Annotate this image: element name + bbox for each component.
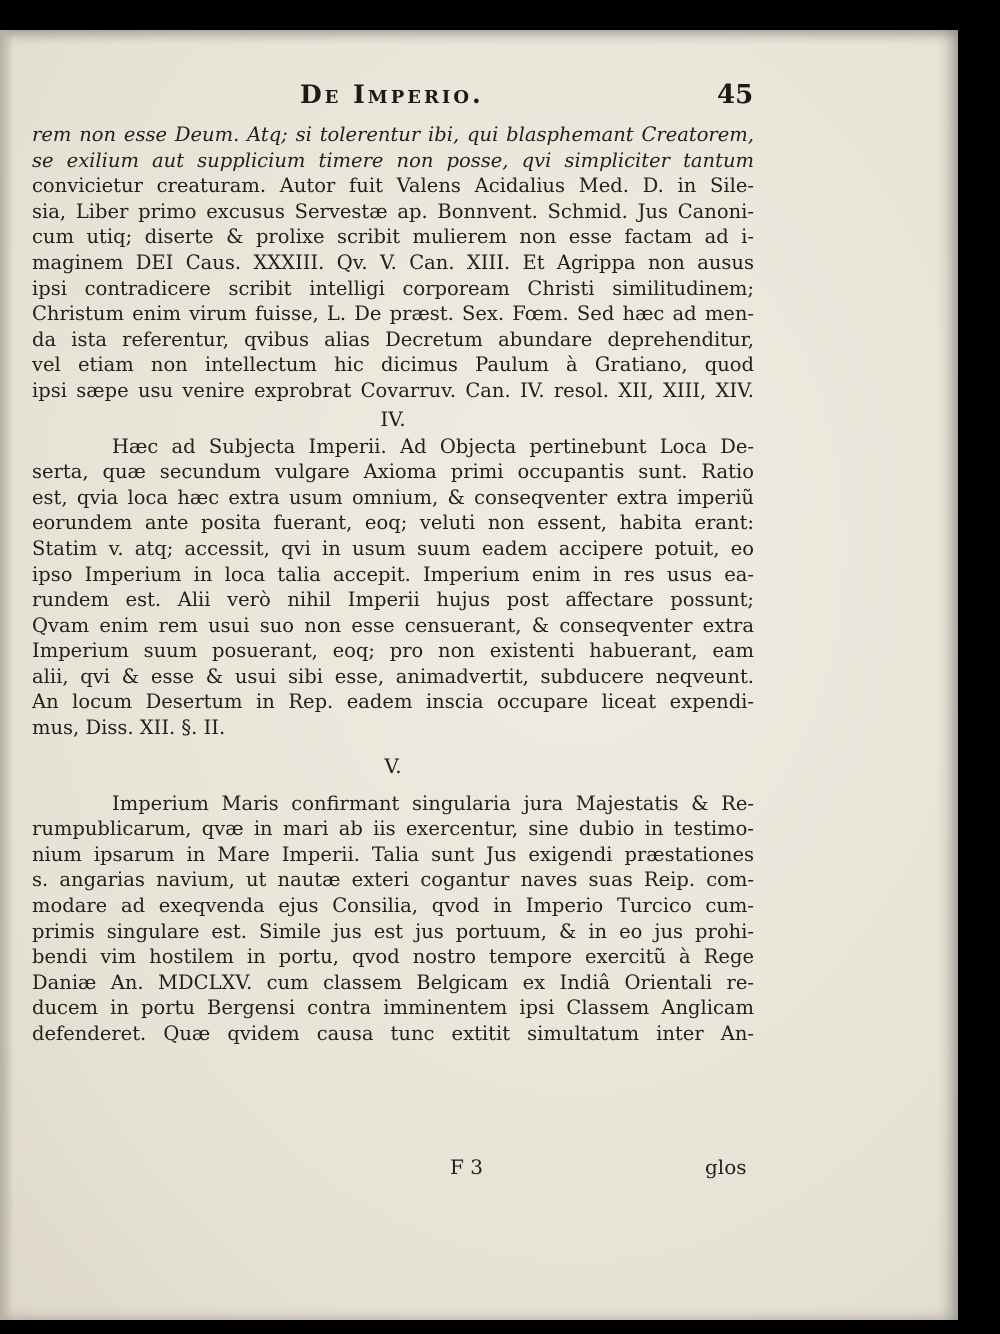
page-header: [0, 80, 958, 120]
text-line: defenderet. Quæ qvidem causa tunc extitit simultatum inter An-: [32, 1022, 754, 1045]
text-line: An locum Desertum in Rep. eadem inscia occupare liceat expendi-: [32, 690, 754, 714]
section-5: [32, 791, 754, 1047]
catchword: glos: [705, 1155, 747, 1179]
text-line: serta, quæ secundum vulgare Axioma primi occupantis sunt. Ratio: [32, 460, 754, 484]
signature-mark: F 3: [450, 1155, 483, 1179]
text-line: cum utiq; diserte & prolixe scribit mulierem non esse factam ad i-: [32, 225, 754, 249]
text-line: primis singulare est. Simile jus est jus portuum, & in eo jus prohi-: [32, 919, 754, 943]
section-heading-iv: IV.: [380, 406, 406, 431]
text-line: mus, Diss. XII. §. II.: [32, 716, 226, 740]
text-line: maginem DEI Caus. XXXIII. Qv. V. Can. XIII. Et Agrippa non ausus: [32, 250, 754, 274]
text-line: ipso Imperium in loca talia accepit. Imperium enim in res usus ea-: [32, 562, 754, 586]
text-line: s. angarias navium, ut nautæ exteri cogantur naves suas Reip. com-: [32, 868, 754, 892]
text-line: Christum enim virum fuisse, L. De præst. Sex. Fœm. Sed hæc ad men-: [32, 302, 754, 326]
running-title: De Imperio.: [300, 80, 484, 109]
text-line: sia, Liber primo excusus Servestæ ap. Bonnvent. Schmid. Jus Canoni-: [32, 199, 754, 223]
page-spine-shadow: [0, 30, 14, 1320]
text-line: ducem in portu Bergensi contra imminentem ipsi Classem Anglicam: [32, 996, 754, 1020]
text-line: Imperium Maris confirmant singularia jura Majestatis & Re-: [112, 791, 754, 815]
text-line: da ista referentur, qvibus alias Decretum abundare deprehenditur,: [32, 327, 754, 351]
text-line: rumpublicarum, qvæ in mari ab iis exercentur, sine dubio in testimo-: [32, 817, 754, 841]
page-number: 45: [717, 80, 754, 110]
section-4: [32, 434, 754, 741]
text-line: Imperium suum posuerant, eoq; pro non existenti habuerant, eam: [32, 639, 754, 663]
text-line: est, qvia loca hæc extra usum omnium, & conseqventer extra imperiũ: [32, 485, 754, 509]
spacer: [32, 741, 754, 751]
text-line: rem non esse Deum. Atq; si tolerentur ibi, qui blasphemant Creatorem,: [32, 123, 754, 146]
book-page: [0, 30, 958, 1320]
text-line: Hæc ad Subjecta Imperii. Ad Objecta pertinebunt Loca De-: [112, 434, 754, 458]
section-3-continuation: [32, 122, 754, 404]
text-line: Daniæ An. MDCLXV. cum classem Belgicam ex Indiâ Orientali re-: [32, 970, 754, 994]
text-line: Statim v. atq; accessit, qvi in usum suum eadem accipere potuit, eo: [32, 536, 754, 560]
section-heading-v: V.: [384, 753, 402, 778]
text-line: rundem est. Alii verò nihil Imperii hujus post affectare possunt;: [32, 588, 754, 612]
text-line: Qvam enim rem usui suo non esse censuerant, & conseqventer extra: [32, 613, 754, 637]
text-block: [32, 122, 754, 1047]
text-line: ipsi sæpe usu venire exprobrat Covarruv. Can. IV. resol. XII, XIII, XIV.: [32, 378, 754, 402]
text-line: se exilium aut supplicium timere non posse, qvi simpliciter tantum: [32, 148, 754, 172]
text-line: alii, qvi & esse & usui sibi esse, animadvertit, subducere neqveunt.: [32, 664, 754, 688]
text-line: vel etiam non intellectum hic dicimus Paulum à Gratiano, quod: [32, 353, 754, 377]
spacer: [32, 781, 754, 791]
text-line: modare ad exeqvenda ejus Consilia, qvod in Imperio Turcico cum-: [32, 894, 754, 918]
text-line: eorundem ante posita fuerant, eoq; veluti non essent, habita erant:: [32, 511, 754, 535]
text-line: nium ipsarum in Mare Imperii. Talia sunt Jus exigendi præstationes: [32, 842, 754, 866]
text-line: ipsi contradicere scribit intelligi corpoream Christi similitudinem;: [32, 276, 754, 300]
text-line: convicietur creaturam. Autor fuit Valens Acidalius Med. D. in Sile-: [32, 174, 754, 198]
text-line: bendi vim hostilem in portu, qvod nostro tempore exercitũ à Rege: [32, 945, 754, 969]
